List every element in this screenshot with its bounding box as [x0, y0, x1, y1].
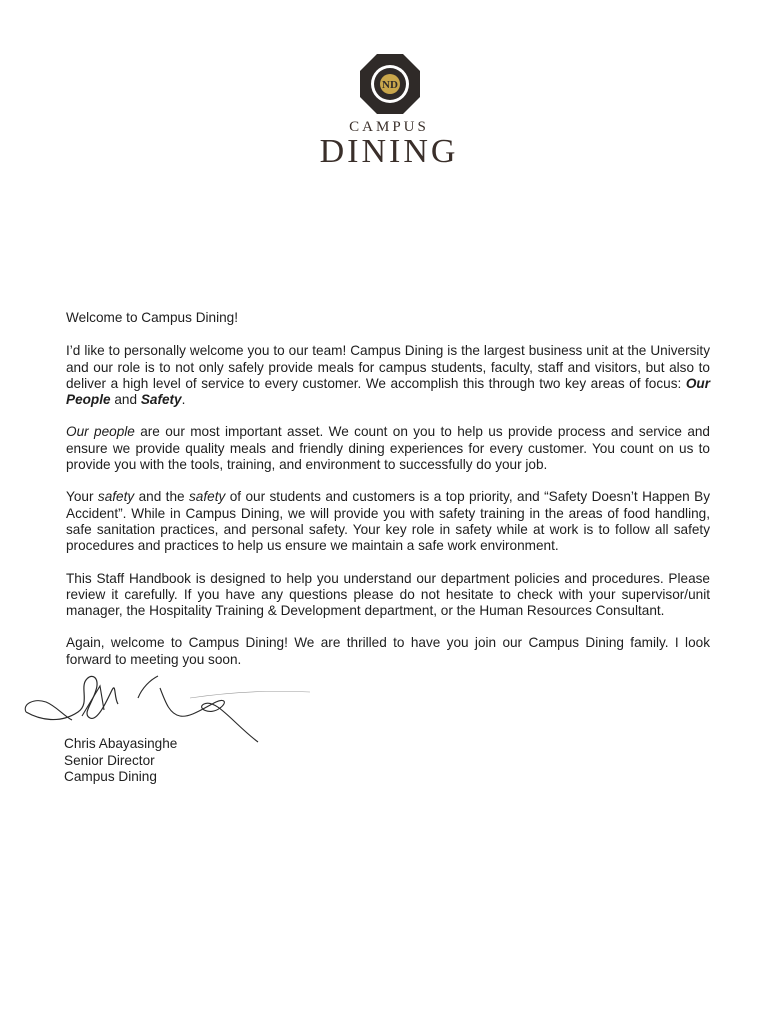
paragraph-safety [66, 489, 710, 554]
signer-block [64, 736, 177, 786]
paragraph-safety-t3: of our students and customers is a top priority, and “Safety Doesn’t Happen By Accident”. While in Campus Dining, we will provide you with safety training in the areas of food handling, safe sanitation practices, and personal safety. Your key role in safety while at work is to follow all safety procedures and practices to help us ensure we maintain a safe work environment. [66, 489, 710, 554]
logo-monogram-text: ND [382, 79, 398, 91]
paragraph-welcome-and: and [110, 392, 141, 408]
paragraph-people-text: are our most important asset. We count on you to help us provide process and service and ensure we provide quality meals and friendly dining experiences for every customer. You count on us to provide you with the tools, training, and environment to successfully do your job. [66, 424, 710, 473]
emphasis-our-people-lower: Our people [66, 424, 135, 440]
paragraph-people [66, 424, 710, 473]
brand-line-dining: DINING [319, 133, 459, 170]
paragraph-welcome-end: . [181, 392, 186, 408]
emphasis-safety-1: safety [97, 489, 135, 505]
emphasis-our-people: Our People [66, 375, 710, 408]
paragraph-safety-t1: Your [66, 489, 98, 505]
emphasis-safety-2: safety [189, 489, 226, 505]
paragraph-welcome [66, 343, 710, 408]
notre-dame-monogram-icon [358, 52, 422, 116]
greeting: Welcome to Campus Dining! [66, 310, 239, 325]
brand-line-campus: CAMPUS [349, 119, 429, 135]
paragraph-welcome-text: I’d like to personally welcome you to our team! Campus Dining is the largest business unit at the University and our role is to not only safely provide meals for campus students, faculty, staff and visitors, but also to deliver a high level of service to every customer. We accomplish this through two key areas of focus: [66, 343, 710, 391]
paragraph-handbook: This Staff Handbook is designed to help you understand our department policies and procedures. Please review it carefully. If you have any questions please do not hesitate to check with your supervisor/unit manager, the Hospitality Training & Development department, or the Human Resources Consultant. [66, 570, 710, 619]
signer-department: Campus Dining [64, 769, 157, 784]
emphasis-safety: Safety [140, 392, 182, 408]
letterhead [0, 0, 770, 180]
paragraph-safety-t2: and the [134, 489, 189, 505]
signer-name: Chris Abayasinghe [64, 736, 178, 751]
signer-title: Senior Director [64, 752, 155, 768]
paragraph-closing: Again, welcome to Campus Dining! We are thrilled to have you join our Campus Dining family. I look forward to meeting you soon. [66, 635, 710, 667]
letter-body [66, 310, 710, 668]
